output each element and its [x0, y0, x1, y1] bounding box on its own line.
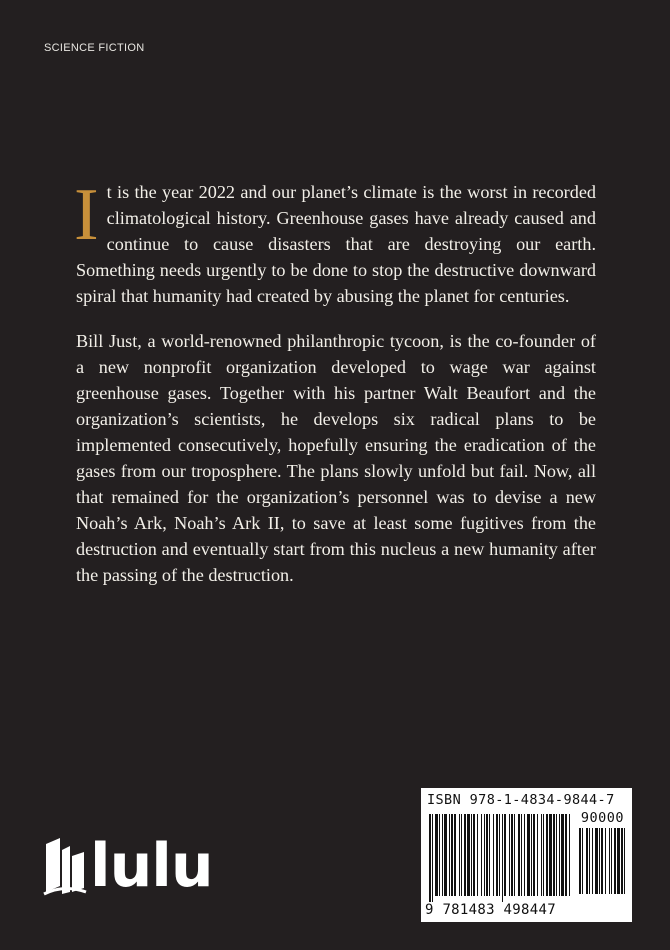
barcode-bar	[582, 828, 583, 894]
barcode-bar	[509, 814, 510, 896]
publisher-logo-text: lulu	[90, 831, 213, 901]
barcode-bar	[617, 828, 620, 894]
barcode-bar	[477, 814, 478, 896]
barcode-bar	[601, 828, 603, 894]
barcode-bar	[556, 814, 557, 896]
barcode-bar	[614, 828, 616, 894]
book-icon	[40, 836, 90, 896]
barcode-bar	[527, 814, 530, 896]
barcode-bar	[611, 828, 612, 894]
drop-cap: I	[74, 174, 99, 256]
barcode-bar	[518, 814, 520, 896]
barcode-bar	[451, 814, 453, 896]
barcode-bar	[543, 814, 544, 896]
barcode-bar	[605, 828, 606, 894]
barcode-bar	[553, 814, 555, 896]
isbn-barcode	[421, 788, 632, 922]
barcode-bar	[546, 814, 548, 896]
barcode-bar	[569, 814, 570, 896]
barcode-bar	[609, 828, 610, 894]
price-code: 90000	[580, 810, 624, 826]
barcode-bar	[533, 814, 535, 896]
isbn-label: ISBN 978-1-4834-9844-7	[427, 792, 615, 808]
barcode-bar	[484, 814, 485, 896]
barcode-bar	[586, 828, 588, 894]
barcode-bar	[579, 828, 581, 894]
barcode-bar	[442, 814, 443, 896]
barcode-bar	[541, 814, 542, 896]
barcode-bar	[471, 814, 472, 896]
barcode-bar	[473, 814, 475, 896]
barcode-bar	[514, 814, 515, 896]
barcode-bar	[429, 814, 431, 902]
blurb-paragraph-2: Bill Just, a world-renowned philanthropic tycoon, is the co-founder of a new nonprofit organization developed to wage war against greenhouse gases. Together with his partner Walt Beaufort and the organization’s scientists, he develops six radical plans to be implemented consecutively, hopefully ensuring the eradication of the gases from our troposphere. The plans slowly unfold but fail. Now, all that remained for the organization’s personnel was to devise a new Noah’s Ark, Noah’s Ark II, to save at least some fugitives from the destruction and eventually start from this nucleus a new humanity after the passing of the destruction.	[76, 331, 596, 585]
barcode-bar	[504, 814, 506, 896]
barcode-bar	[624, 828, 625, 894]
barcode-bar	[499, 814, 500, 896]
barcode-bar	[621, 828, 623, 894]
barcode-bar	[537, 814, 538, 896]
blurb-paragraph-1	[74, 174, 596, 309]
barcode-bar	[432, 814, 433, 902]
barcode-bar	[449, 814, 450, 896]
barcode-bar	[435, 814, 438, 896]
barcode-bar	[595, 828, 598, 894]
barcode-bar	[481, 814, 482, 896]
barcode-bar	[589, 828, 590, 894]
barcode-bar	[592, 828, 593, 894]
barcode-bar	[502, 814, 503, 902]
barcode-bar	[496, 814, 498, 896]
barcode-bar	[467, 814, 470, 896]
barcode-bar	[444, 814, 447, 896]
genre-label: SCIENCE FICTION	[44, 42, 145, 54]
barcode-bar	[454, 814, 456, 896]
barcode-bar	[486, 814, 488, 896]
barcode-bar	[559, 814, 560, 896]
barcode-bar	[461, 814, 462, 896]
barcode-bar	[489, 814, 490, 896]
back-cover-blurb	[74, 174, 596, 607]
barcode-bar	[493, 814, 494, 896]
barcode-bar	[531, 814, 532, 896]
barcode-bar	[524, 814, 525, 896]
barcode-bar	[459, 814, 460, 896]
barcode-bar	[561, 814, 564, 896]
barcode-bar	[565, 814, 567, 896]
barcode-bar	[439, 814, 440, 896]
publisher-logo	[40, 831, 213, 901]
blurb-paragraph-1-text: t is the year 2022 and our planet’s climate is the worst in recorded climatological history. Greenhouse gases have already caused and continue to cause disasters that are destroying our earth. Something needs urgently to be done to stop the destructive downward spiral that humanity had created by abusing the planet for centuries.	[76, 182, 596, 306]
barcode-bar	[549, 814, 552, 896]
barcode-bar	[521, 814, 522, 896]
barcode-bar	[599, 828, 600, 894]
barcode-bar	[511, 814, 513, 896]
barcode-digits: 9 781483 498447	[425, 902, 556, 918]
barcode-bar	[464, 814, 466, 896]
